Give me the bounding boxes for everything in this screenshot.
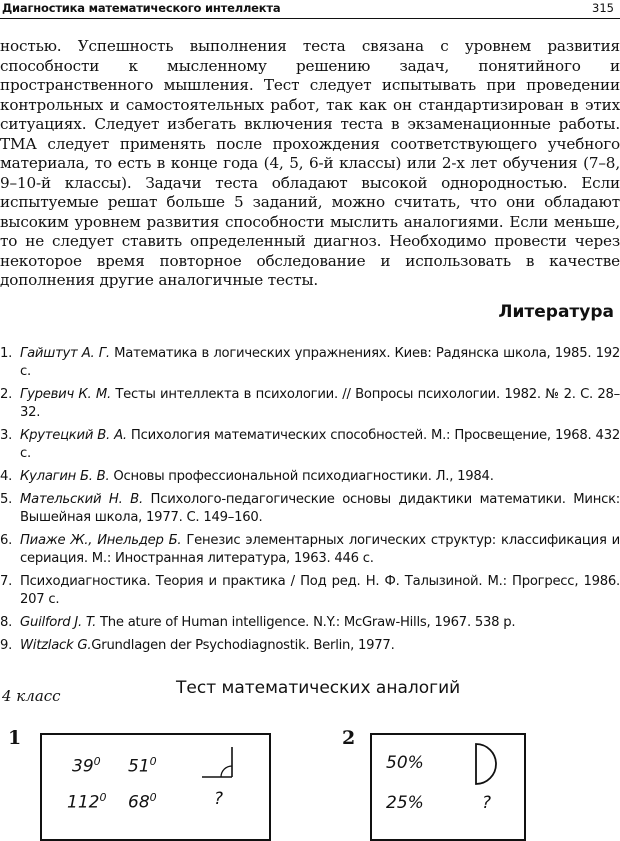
task-cell [482, 793, 491, 813]
cell-value: 51 [128, 756, 150, 777]
reference-author: Кулагин Б. В. [20, 469, 110, 484]
test-title: Тест математических аналогий [176, 678, 461, 698]
grade-label: 4 класс [2, 687, 61, 705]
reference-text: Математика в логических упражнениях. Киев: Радянска школа, 1985. 192 с. [20, 346, 620, 379]
reference-author: Гайштут А. Г. [20, 346, 110, 361]
task-cell [214, 789, 223, 809]
reference-item [0, 532, 620, 568]
reference-number: 6. [0, 533, 13, 548]
task-cell [67, 791, 106, 813]
cell-degree: 0 [93, 755, 101, 768]
task-cell [386, 793, 424, 813]
reference-item [0, 491, 620, 527]
reference-list [0, 345, 620, 660]
cell-value: 112 [67, 792, 100, 813]
body-paragraph: ностью. Успешность выполнения теста связана с уровнем развития способности к мысленному решению задач, понятийного и пространственного мышления. Тест следует испытывать при проведении контрольных и самостоятельных работ, так как он стандартизирован в этих ситуациях. Следует избегать включения теста в экзаменационные работы. ТМА следует применять после прохождения соответствующего учебного материала, то есть в конце года (4, 5, 6-й классы) или 2-х лет обучения (7–8, 9–10-й классы). Задачи теста обладают высокой однородностью. Если испытуемые решат больше 5 заданий, можно считать, что они обладают высоким уровнем развития способности мыслить аналогиями. Если меньше, то не следует ставить определенный диагноз. Необходимо провести через некоторое время повторное обследование и использовать в качестве дополнения другие аналогичные тесты. [0, 37, 620, 289]
reference-number: 8. [0, 615, 13, 630]
cell-value: ? [214, 789, 224, 809]
reference-author: Пиаже Ж., Инельдер Б. [20, 533, 182, 548]
reference-item [0, 573, 620, 609]
cell-value: 39 [72, 756, 94, 777]
reference-author: Witzlack G. [20, 638, 92, 653]
reference-text: Grundlagen der Psychodiagnostik. Berlin, 1977. [91, 638, 395, 653]
reference-item [0, 614, 620, 632]
reference-text: Психодиагностика. Теория и практика / Под ред. Н. Ф. Талызиной. М.: Прогресс, 1986. 207 с. [20, 574, 620, 607]
task-cell [386, 753, 424, 773]
reference-author: Гуревич К. М. [20, 387, 111, 402]
reference-text: Основы профессиональной психодиагностики. Л., 1984. [109, 469, 494, 484]
running-title: Диагностика математического интеллекта [2, 1, 281, 15]
right-angle-icon [200, 745, 240, 781]
reference-text: Тесты интеллекта в психологии. // Вопросы психологии. 1982. № 2. С. 28–32. [20, 387, 620, 420]
cell-degree: 0 [99, 791, 107, 804]
cell-degree: 0 [149, 755, 157, 768]
reference-number: 3. [0, 428, 13, 443]
reference-number: 4. [0, 469, 13, 484]
task-1-box [40, 733, 271, 841]
reference-author: Мательский Н. В. [20, 492, 143, 507]
reference-item [0, 637, 620, 655]
reference-number: 5. [0, 492, 13, 507]
task-cell [72, 755, 101, 777]
reference-text: Психология математических способностей. М.: Просвещение, 1968. 432 с. [20, 428, 620, 461]
reference-author: Крутецкий В. А. [20, 428, 127, 443]
reference-text: Психолого-педагогические основы дидактики математики. Минск: Вышейная школа, 1977. С. 149–160. [20, 492, 620, 525]
reference-author: Guilford J. T. [20, 615, 97, 630]
task-cell [128, 791, 157, 813]
task-number: 1 [8, 727, 22, 749]
half-circle-icon [472, 741, 504, 787]
cell-degree: 0 [149, 791, 157, 804]
reference-number: 9. [0, 638, 13, 653]
reference-item [0, 427, 620, 463]
cell-value: 50% [386, 753, 424, 773]
cell-value: ? [482, 793, 492, 813]
task-2-box [370, 733, 526, 841]
task-cell [128, 755, 157, 777]
reference-text: Генезис элементарных логических структур: классификация и сериация. М.: Иностранная литература, 1963. 446 с. [20, 533, 620, 566]
reference-item [0, 386, 620, 422]
literature-heading: Литература [498, 302, 614, 322]
task-number: 2 [342, 727, 356, 749]
page-header [0, 0, 620, 19]
reference-number: 2. [0, 387, 13, 402]
cell-value: 68 [128, 792, 150, 813]
reference-number: 7. [0, 574, 13, 589]
page-number: 315 [592, 1, 614, 15]
reference-item [0, 468, 620, 486]
cell-value: 25% [386, 793, 424, 813]
reference-item [0, 345, 620, 381]
reference-text: The ature of Human intelligence. N.Y.: McGraw-Hills, 1967. 538 p. [96, 615, 516, 630]
reference-number: 1. [0, 346, 13, 361]
body-paragraph-block [0, 37, 620, 291]
